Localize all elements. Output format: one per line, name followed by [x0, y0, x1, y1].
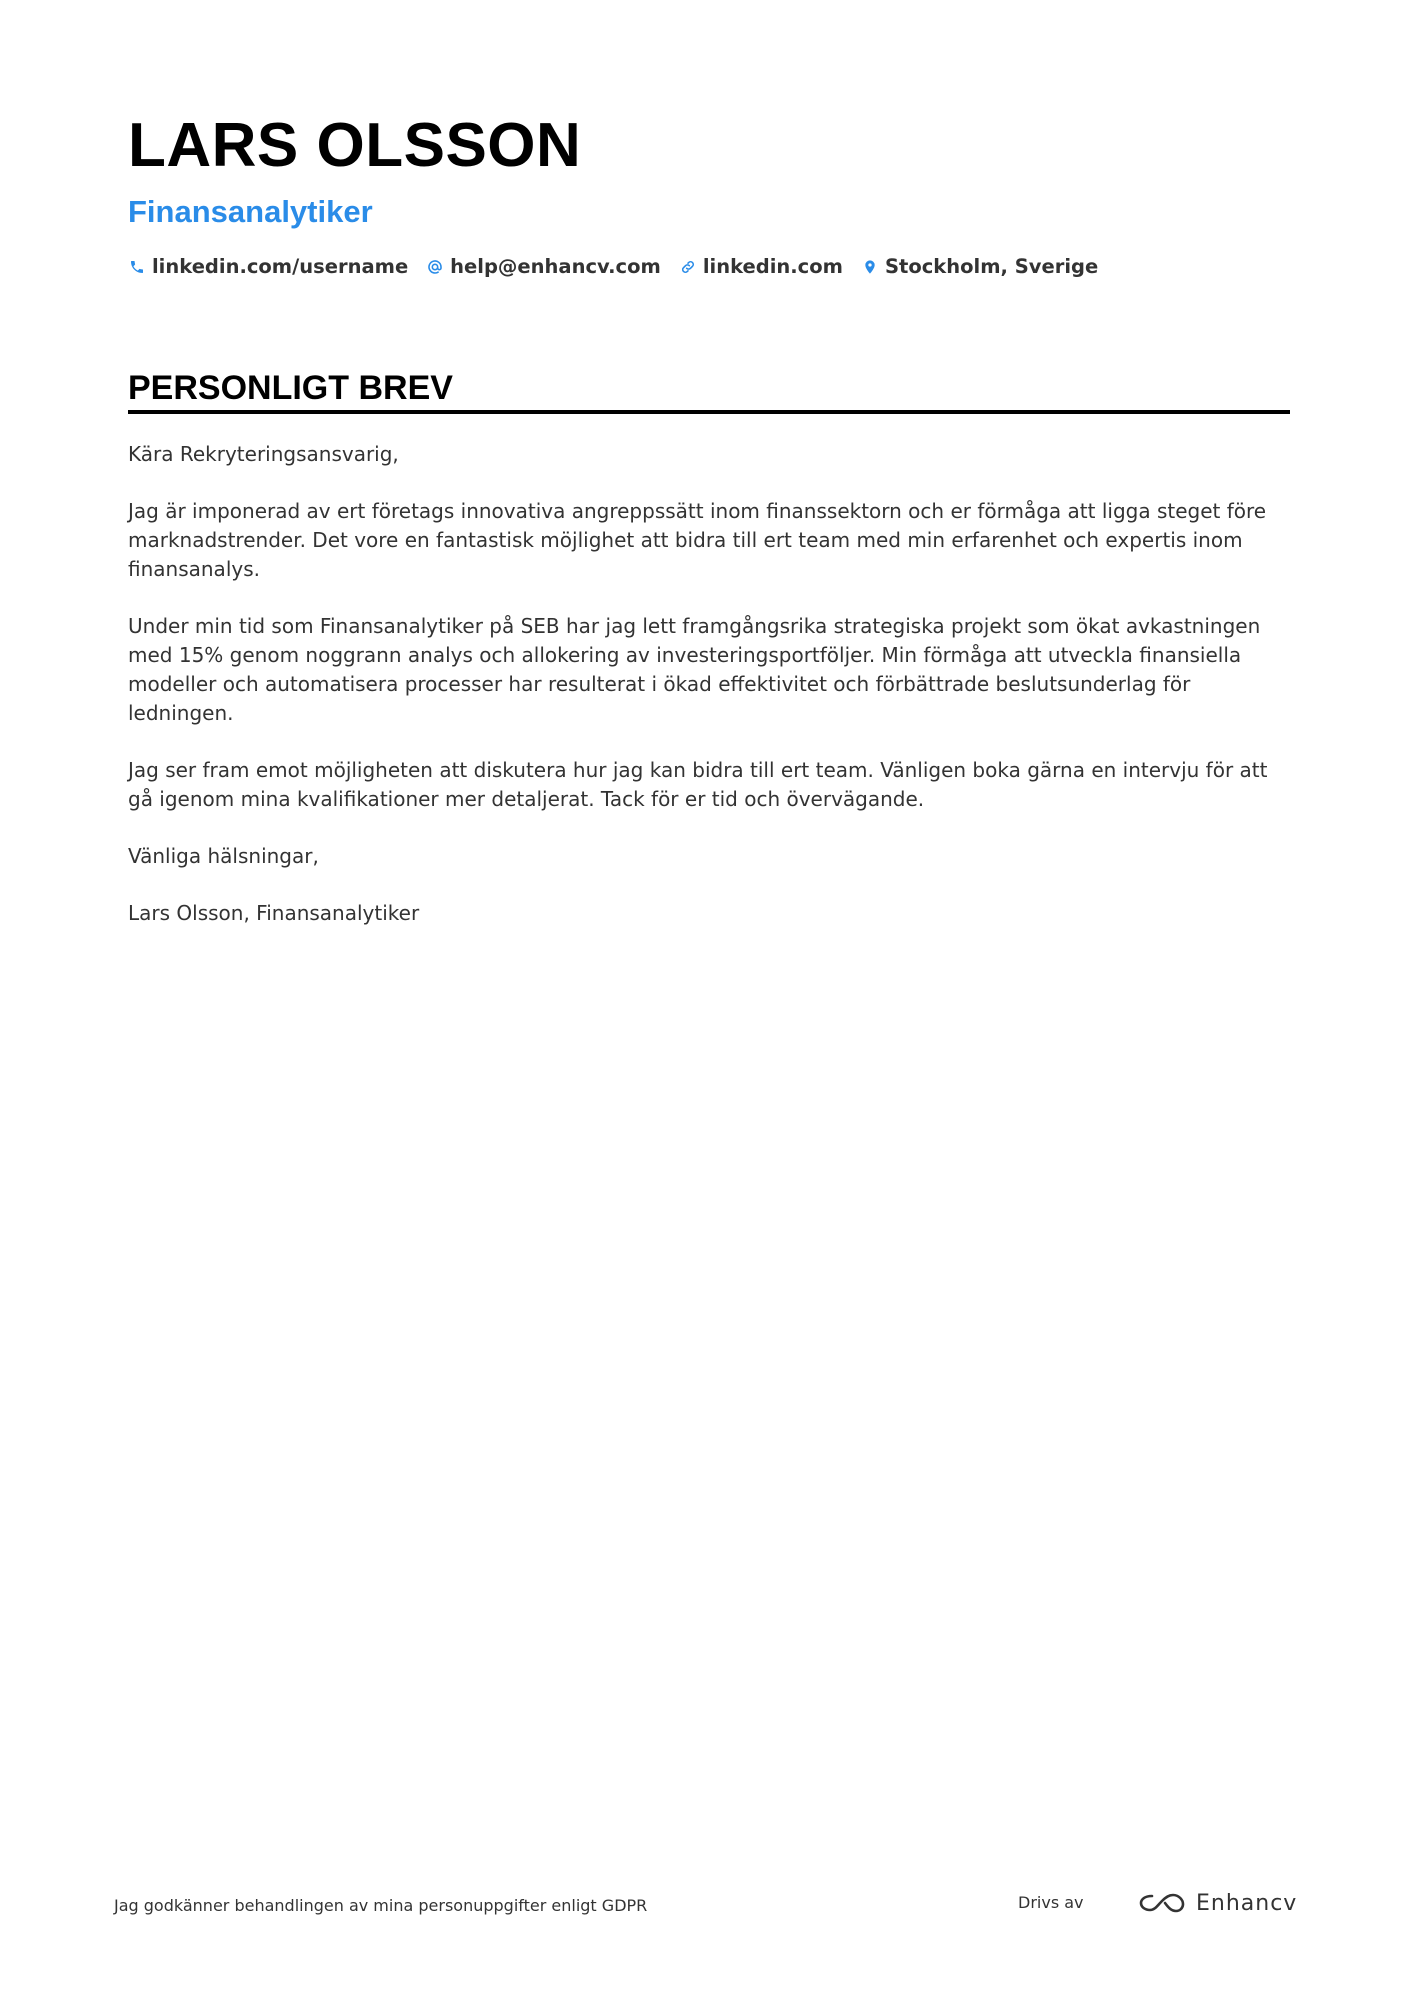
- letter-paragraph: Jag ser fram emot möjligheten att diskutera hur jag kan bidra till ert team. Vänligen boka gärna en intervju för att gå igenom mina kvalifikationer mer detaljerat. Tack för er tid och övervägande.: [128, 758, 1268, 811]
- contact-linkedin[interactable]: [679, 253, 843, 281]
- link-icon: [679, 258, 697, 276]
- powered-by-label: Drivs av: [1018, 1893, 1084, 1912]
- brand-name: Enhancv: [1196, 1890, 1298, 1916]
- applicant-name: LARS OLSSON: [128, 111, 582, 180]
- section-divider: [128, 410, 1290, 414]
- page-footer: [0, 1888, 1410, 1928]
- contact-location-text: Stockholm, Sverige: [884, 255, 1099, 278]
- contact-location: [861, 253, 1098, 281]
- letter-body: [128, 440, 1290, 956]
- contact-linkedin-text: linkedin.com: [702, 255, 843, 278]
- at-icon: [426, 258, 444, 276]
- contact-phone[interactable]: [128, 253, 408, 281]
- enhancv-brand[interactable]: [1138, 1888, 1297, 1918]
- letter-paragraph: Under min tid som Finansanalytiker på SEB har jag lett framgångsrika strategiska projekt som ökat avkastningen med 15% genom noggrann analys och allokering av investeringsportföljer. Min förmåga att utveckla finansiella modeller och automatisera processer har resulterat i ökad effektivitet och förbättrade beslutsunderlag för ledningen.: [128, 614, 1261, 725]
- contact-phone-text: linkedin.com/username: [152, 255, 409, 278]
- contact-email[interactable]: [426, 253, 661, 281]
- job-title: Finansanalytiker: [128, 194, 373, 229]
- location-pin-icon: [861, 258, 879, 276]
- letter-paragraph: Jag är imponerad av ert företags innovativa angreppssätt inom finanssektorn och er förmåga att ligga steget före marknadstrender. Det vore en fantastisk möjlighet att bidra till ert team med min erfarenhet och expertis inom finansanalys.: [128, 499, 1267, 581]
- phone-icon: [128, 258, 146, 276]
- letter-closing: Vänliga hälsningar,: [128, 844, 319, 868]
- letter-greeting: Kära Rekryteringsansvarig,: [128, 442, 399, 466]
- gdpr-consent: Jag godkänner behandlingen av mina personuppgifter enligt GDPR: [114, 1896, 648, 1915]
- contact-email-text: help@enhancv.com: [450, 255, 661, 278]
- enhancv-logo-icon: [1138, 1890, 1186, 1916]
- section-title: PERSONLIGT BREV: [128, 369, 453, 407]
- contact-bar: [128, 253, 1098, 281]
- letter-signature: Lars Olsson, Finansanalytiker: [128, 901, 420, 925]
